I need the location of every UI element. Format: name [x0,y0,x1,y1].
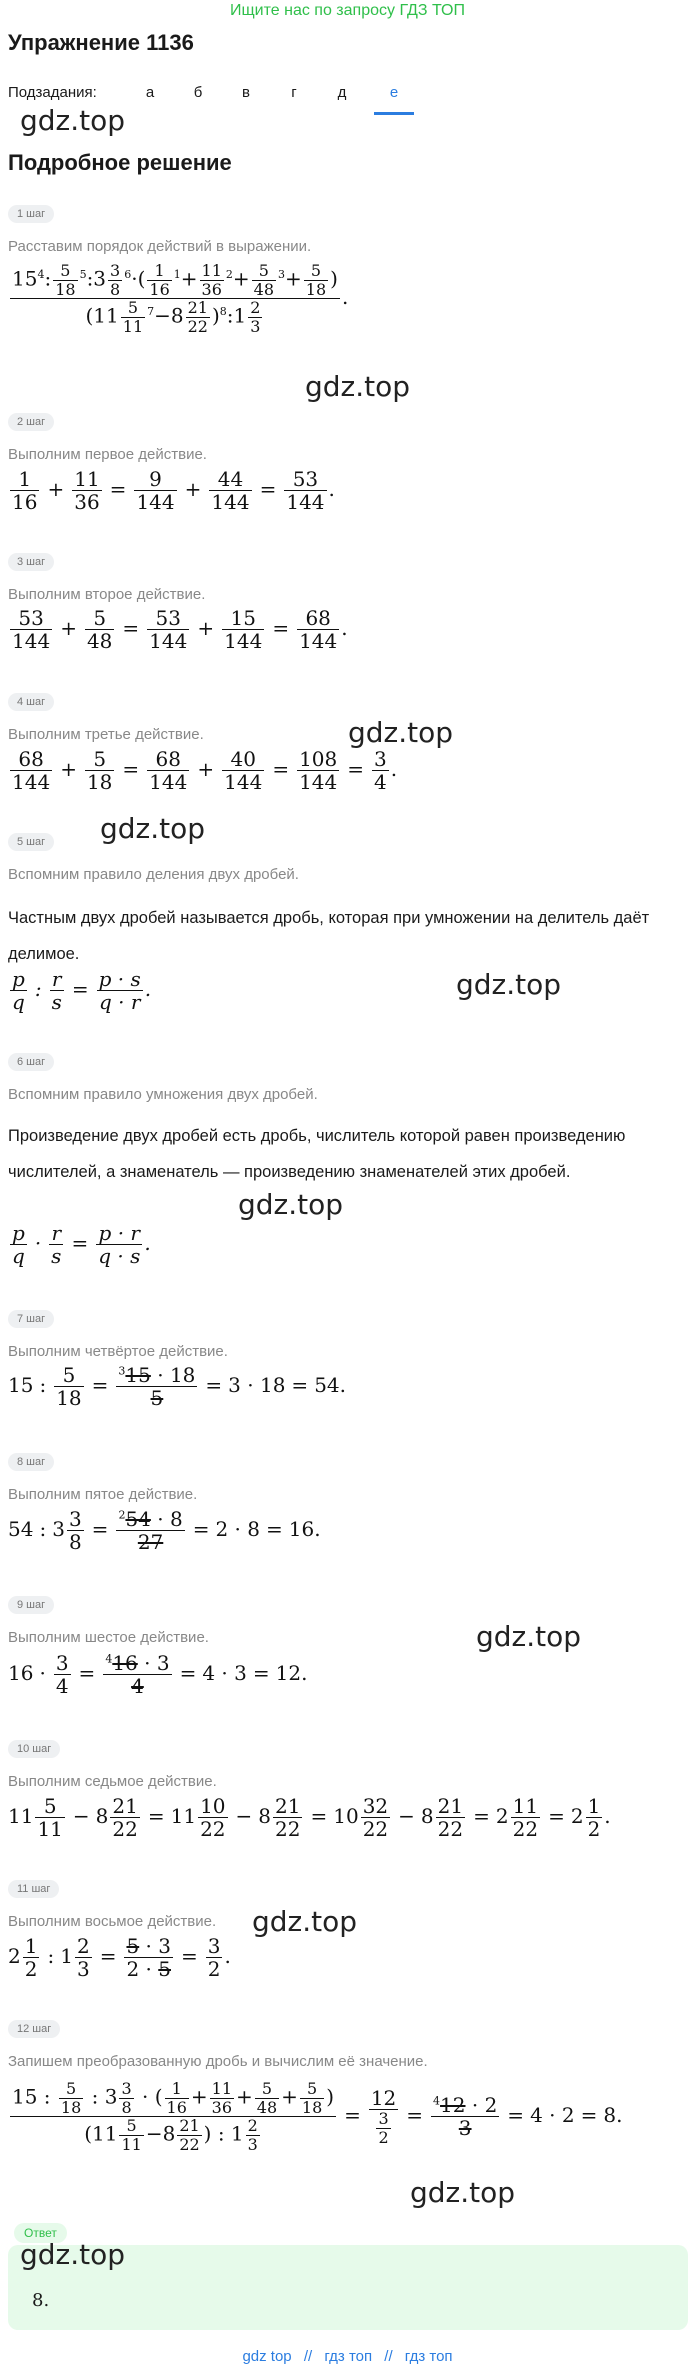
answer-value: 8. [32,2290,50,2311]
step-note: Вспомним правило деления двух дробей. [8,866,299,883]
step-1-expression: $15^4$: $\frac{5}{18}$ $^5$:3 $\frac{3}{8}$ $^6$·( $\frac{1}{16}$ $^1$+ $\frac{11}{36}$ $^2$+ $\frac{5}{48}$ $^3$+ $\frac{5}{18}$ ) (11 $\frac{5}{11}$ $^7$−8 $\frac{21}{22}$ )$^8$:1 $\frac{2}{3}$ . [12,261,349,336]
step-note: Вспомним правило умножения двух дробей. [8,1086,318,1103]
step-9-expression: 16 · $\frac{3}{4}$ = $\frac{^416 \cdot 3}{4}$ = 4 · 3 = 12. [8,1651,308,1698]
footer-link[interactable]: гдз топ [324,2348,373,2365]
watermark: gdz.top [20,2238,126,2271]
step-badge: 5 шаг [8,833,54,851]
step-note: Выполним шестое действие. [8,1629,209,1646]
step-badge: 1 шаг [8,205,54,223]
step-badge: 9 шаг [8,1596,54,1614]
watermark: gdz.top [456,968,562,1001]
step-badge: 7 шаг [8,1310,54,1328]
tab-a[interactable]: а [145,84,155,101]
step-badge: 2 шаг [8,413,54,431]
page-title: Упражнение 1136 [8,30,194,55]
step-badge: 11 шаг [8,1880,59,1898]
step-note: Выполним второе действие. [8,586,206,603]
step-badge: 10 шаг [8,1740,60,1758]
subtasks-label: Подзадания: [8,84,97,101]
step-note: Выполним третье действие. [8,726,204,743]
tab-b[interactable]: б [193,84,203,101]
step-note: Выполним седьмое действие. [8,1773,217,1790]
footer-separator: // [303,2348,313,2365]
step-text: Произведение двух дробей есть дробь, числитель которой равен произведению числителей, а знаменатель — произведению знаменателей этих дробей. [8,1127,626,1181]
step-badge: 12 шаг [8,2020,60,2038]
step-3-expression: $\frac{53}{144}$ + $\frac{5}{48}$ = $\frac{53}{144}$ + $\frac{15}{144}$ = $\frac{68}{144}$ . [12,606,348,653]
step-note: Выполним восьмое действие. [8,1913,217,1930]
answer-badge: Ответ [14,2223,67,2243]
step-7-expression: 15 : $\frac{5}{18}$ = $\frac{^315 \cdot 18}{5}$ = 3 · 18 = 54. [8,1363,346,1410]
step-12-expression: 15 : $\frac{5}{18}$ : 3 $\frac{3}{8}$ · ( $\frac{1}{16}$ + $\frac{11}{36}$ + $\frac{5}{48}$ + $\frac{5}{18}$ ) (11 $\frac{5}{11}$ −8 $\frac{21}{22}$ ) : 1 $\frac{2}{3}$ = $\frac{12}{\frac{3}{2}}$ = $\frac{^412 \cdot 2}{3}$ = 4 · 2 = 8. [12,2079,623,2154]
step-11-expression: 2 $\frac{1}{2}$ : 1 $\frac{2}{3}$ = $\frac{5 \cdot 3}{2 \cdot 5}$ = $\frac{3}{2}$ . [8,1934,231,1981]
step-note: Выполним первое действие. [8,446,207,463]
step-8-expression: 54 : 3 $\frac{3}{8}$ = $\frac{^254 \cdot 8}{27}$ = 2 · 8 = 16. [8,1507,321,1554]
step-10-expression: 11 $\frac{5}{11}$ − 8 $\frac{21}{22}$ = 11 $\frac{10}{22}$ − 8 $\frac{21}{22}$ = 10 $\frac{32}{22}$ − 8 $\frac{21}{22}$ = 2 $\frac{11}{22}$ = 2 $\frac{1}{2}$ . [8,1794,611,1841]
watermark: gdz.top [252,1905,358,1938]
division-rule: $\frac{p}{q}$ : $\frac{r}{s}$ = $\frac{p \cdot s}{q \cdot r}$ . [12,967,152,1014]
tab-v[interactable]: в [242,84,250,101]
watermark: gdz.top [20,104,126,137]
footer-separator: // [384,2348,393,2365]
step-2-expression: $\frac{1}{16}$ + $\frac{11}{36}$ = $\frac{9}{144}$ + $\frac{44}{144}$ = $\frac{53}{144}$ . [12,467,335,514]
tab-d[interactable]: д [337,84,347,101]
step-badge: 3 шаг [8,553,54,571]
footer-link[interactable]: гдз топ [404,2348,453,2365]
watermark: gdz.top [238,1188,344,1221]
multiplication-rule: $\frac{p}{q}$ · $\frac{r}{s}$ = $\frac{p \cdot r}{q \cdot s}$ . [12,1221,151,1268]
watermark: gdz.top [476,1620,582,1653]
top-ad-link[interactable]: Ищите нас по запросу ГДЗ ТОП [230,2,465,19]
step-4-expression: $\frac{68}{144}$ + $\frac{5}{18}$ = $\frac{68}{144}$ + $\frac{40}{144}$ = $\frac{108}{144}$ = $\frac{3}{4}$ . [12,747,398,794]
tab-e[interactable]: е [389,84,399,101]
tab-g[interactable]: г [291,84,297,101]
footer-link[interactable]: gdz top [242,2348,292,2365]
footer-links [0,2348,695,2365]
step-note: Расставим порядок действий в выражении. [8,238,312,255]
step-badge: 4 шаг [8,693,54,711]
watermark: gdz.top [410,2176,516,2209]
step-note: Выполним четвёртое действие. [8,1343,228,1360]
step-note: Выполним пятое действие. [8,1486,198,1503]
step-note: Запишем преобразованную дробь и вычислим её значение. [8,2053,428,2070]
step-badge: 6 шаг [8,1053,54,1071]
active-tab-indicator [374,112,414,115]
step-text: Частным двух дробей называется дробь, которая при умножении на делитель даёт делимое. [8,909,650,963]
watermark: gdz.top [100,812,206,845]
watermark: gdz.top [348,716,454,749]
step-badge: 8 шаг [8,1453,54,1471]
section-title: Подробное решение [8,150,232,175]
watermark: gdz.top [305,370,411,403]
